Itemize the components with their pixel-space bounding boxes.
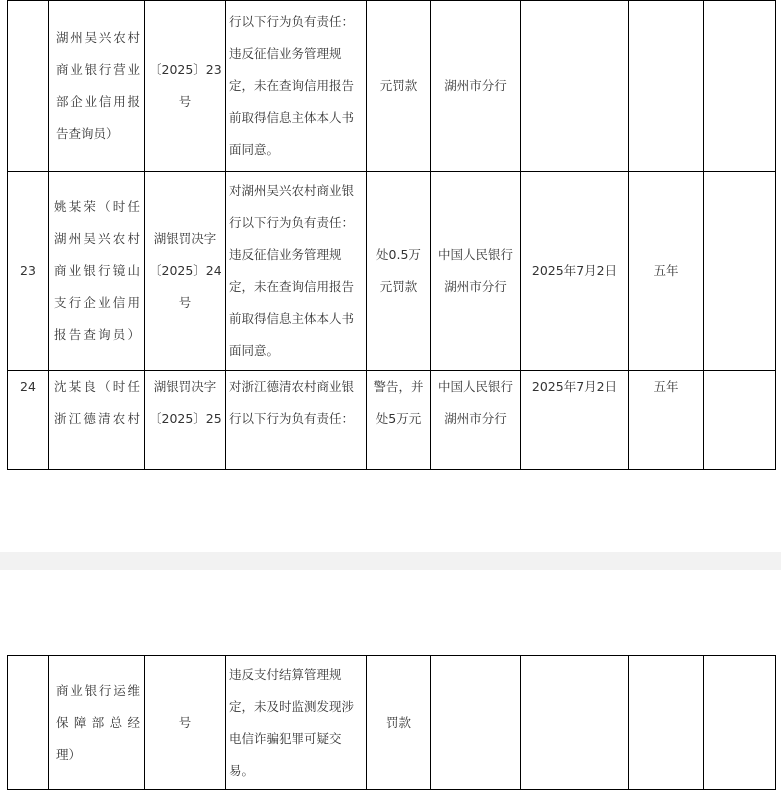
table-row: [8, 1, 776, 172]
table-row: [8, 656, 776, 790]
cell-no: [8, 1, 49, 172]
cell-doc-number: 〔2025〕23 号: [145, 1, 226, 172]
cell-org: 中国人民银行 湖州市分行: [431, 172, 521, 371]
cell-empty: [704, 656, 776, 790]
penalty-table-top: [7, 0, 776, 470]
cell-doc-number: 号: [145, 656, 226, 790]
cell-no: [8, 656, 49, 790]
cell-org: 湖州市分行: [431, 1, 521, 172]
cell-date: 2025年7月2日: [521, 172, 629, 371]
cell-period: [629, 1, 704, 172]
cell-doc-number: 湖银罚决字 〔2025〕25: [145, 371, 226, 470]
cell-period: 五年: [629, 371, 704, 470]
cell-reason: 违反支付结算管理规 定，未及时监测发现涉 电信诈骗犯罪可疑交 易。: [226, 656, 367, 790]
penalty-table-bottom: [7, 655, 776, 790]
cell-date: [521, 1, 629, 172]
cell-reason: 对浙江德清农村商业银 行以下行为负有责任：: [226, 371, 367, 470]
cell-penalty: 警告，并 处5万元: [367, 371, 431, 470]
cell-period: 五年: [629, 172, 704, 371]
cell-reason: 对湖州吴兴农村商业银 行以下行为负有责任： 违反征信业务管理规 定，未在查询信用报告 前取得信息主体本人书 面同意。: [226, 172, 367, 371]
cell-org: [431, 656, 521, 790]
cell-date: [521, 656, 629, 790]
cell-no: 24: [8, 371, 49, 470]
cell-org: 中国人民银行 湖州市分行: [431, 371, 521, 470]
cell-name: 湖州吴兴农村 商业银行营业 部企业信用报 告查询员）: [49, 1, 145, 172]
cell-penalty: 处0.5万 元罚款: [367, 172, 431, 371]
cell-empty: [704, 1, 776, 172]
cell-name: 商业银行运维 保障部总经 理）: [49, 656, 145, 790]
page-gap: [0, 552, 781, 570]
cell-no: 23: [8, 172, 49, 371]
cell-name: 姚某荣（时任 湖州吴兴农村 商业银行镜山 支行企业信用 报告查询员）: [49, 172, 145, 371]
cell-empty: [704, 172, 776, 371]
cell-doc-number: 湖银罚决字 〔2025〕24 号: [145, 172, 226, 371]
cell-date: 2025年7月2日: [521, 371, 629, 470]
cell-name: 沈某良（时任 浙江德清农村: [49, 371, 145, 470]
cell-penalty: 罚款: [367, 656, 431, 790]
table-row: [8, 371, 776, 470]
table-row: [8, 172, 776, 371]
cell-penalty: 元罚款: [367, 1, 431, 172]
cell-reason: 行以下行为负有责任： 违反征信业务管理规 定，未在查询信用报告 前取得信息主体本人书 面同意。: [226, 1, 367, 172]
cell-period: [629, 656, 704, 790]
cell-empty: [704, 371, 776, 470]
